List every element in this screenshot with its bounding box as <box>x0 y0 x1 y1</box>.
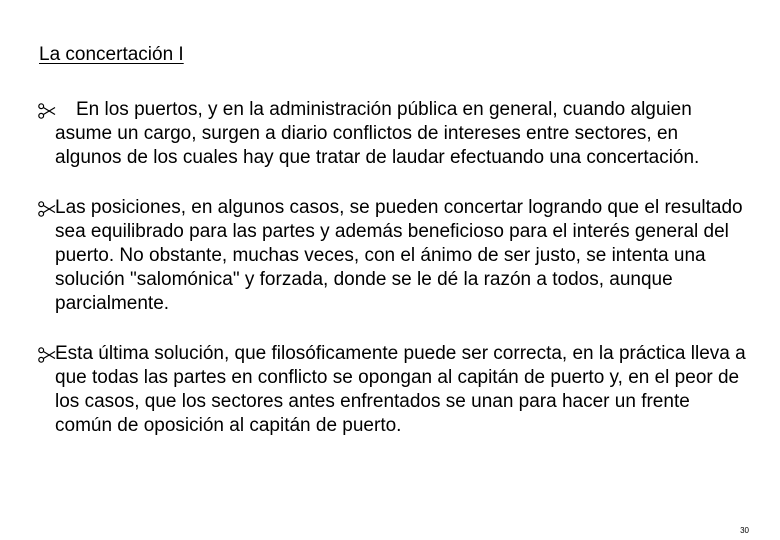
bullet-item <box>38 196 748 316</box>
slide-title: La concertación I <box>39 44 184 65</box>
bullet-text: En los puertos, y en la administración pública en general, cuando alguien asume un cargo, surgen a diario conflictos de intereses entre sectores, en algunos de los cuales hay que tratar de laudar efectuando una concertación. <box>55 99 700 168</box>
bullet-item <box>38 98 748 170</box>
scissors-icon <box>38 201 56 217</box>
scissors-icon <box>38 347 56 363</box>
bullet-item <box>38 342 748 438</box>
page-number: 30 <box>740 526 749 535</box>
bullet-text: Las posiciones, en algunos casos, se pueden concertar logrando que el resultado sea equilibrado para las partes y además beneficioso para el interés general del puerto. No obstante, muchas veces, con el ánimo de ser justo, se intenta una solución "salomónica" y forzada, donde se le dé la razón a todos, aunque parcialmente. <box>55 197 743 314</box>
bullet-text: Esta última solución, que filosóficamente puede ser correcta, en la práctica lleva a que todas las partes en conflicto se opongan al capitán de puerto y, en el peor de los casos, que los sectores antes enfrentados se unan para hacer un frente común de oposición al capitán de puerto. <box>55 343 746 436</box>
bullet-list <box>38 98 748 464</box>
scissors-icon <box>38 103 56 119</box>
